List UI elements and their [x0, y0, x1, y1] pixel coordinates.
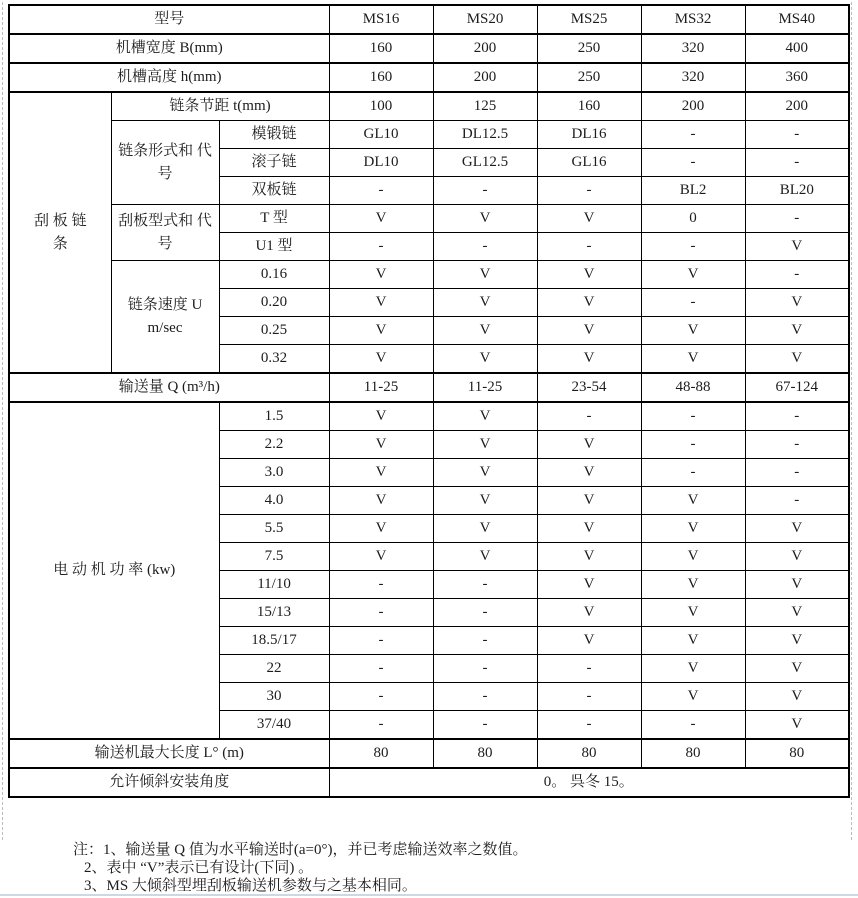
value-cell: V — [433, 515, 537, 543]
row-label-t-type: T 型 — [219, 205, 329, 233]
group-label-chain-form: 链条形式和 代号 — [111, 121, 219, 205]
value-cell: GL16 — [537, 149, 641, 177]
value-cell: V — [641, 543, 745, 571]
value-cell: - — [537, 402, 641, 431]
value-cell: V — [537, 261, 641, 289]
value-cell: V — [641, 261, 745, 289]
value-cell: GL10 — [329, 121, 433, 149]
value-cell: 80 — [537, 739, 641, 768]
value-cell: DL10 — [329, 149, 433, 177]
value-cell: V — [537, 599, 641, 627]
value-cell: - — [433, 571, 537, 599]
value-cell: V — [745, 711, 849, 740]
value-cell: V — [745, 515, 849, 543]
row-label-max-length: 输送机最大长度 L° (m) — [9, 739, 329, 768]
value-cell: 360 — [745, 63, 849, 92]
row-label-capacity: 输送量 Q (m³/h) — [9, 373, 329, 402]
value-cell: 100 — [329, 92, 433, 121]
value-cell: V — [537, 459, 641, 487]
tilt-angle-value: 0。 呉冬 15。 — [329, 768, 849, 797]
value-cell: V — [745, 317, 849, 345]
page-bottom-edge — [0, 894, 858, 896]
value-cell: - — [745, 487, 849, 515]
value-cell: - — [537, 177, 641, 205]
value-cell: V — [641, 571, 745, 599]
value-cell: 0 — [641, 205, 745, 233]
value-cell: 160 — [329, 63, 433, 92]
row-label-model: 型号 — [9, 5, 329, 34]
value-cell: 125 — [433, 92, 537, 121]
value-cell: - — [745, 121, 849, 149]
row-label-u1-type: U1 型 — [219, 233, 329, 261]
value-cell: V — [329, 402, 433, 431]
value-cell: - — [433, 599, 537, 627]
row-label-power-7-5: 7.5 — [219, 543, 329, 571]
value-cell: V — [745, 345, 849, 374]
value-cell: V — [641, 683, 745, 711]
row-label-roller-chain: 滚子链 — [219, 149, 329, 177]
value-cell: 160 — [329, 34, 433, 63]
row-label-chain-pitch: 链条节距 t(mm) — [111, 92, 329, 121]
value-cell: - — [329, 627, 433, 655]
col-header-model: MS40 — [745, 5, 849, 34]
value-cell: V — [641, 345, 745, 374]
value-cell: - — [433, 655, 537, 683]
row-label-power-15-13: 15/13 — [219, 599, 329, 627]
value-cell: - — [641, 459, 745, 487]
row-label-speed-020: 0.20 — [219, 289, 329, 317]
footnotes — [73, 841, 527, 895]
value-cell: V — [537, 205, 641, 233]
value-cell: - — [641, 149, 745, 177]
value-cell: 250 — [537, 63, 641, 92]
value-cell: - — [329, 711, 433, 740]
value-cell: V — [745, 683, 849, 711]
group-label-motor-power: 电 动 机 功 率 (kw) — [9, 402, 219, 739]
value-cell: - — [329, 655, 433, 683]
group-label-scraper-chain — [9, 92, 111, 373]
col-header-model: MS16 — [329, 5, 433, 34]
value-cell: 320 — [641, 34, 745, 63]
row-label-power-1-5: 1.5 — [219, 402, 329, 431]
value-cell: - — [433, 711, 537, 740]
row-label-speed-032: 0.32 — [219, 345, 329, 374]
row-label-power-11-10: 11/10 — [219, 571, 329, 599]
value-cell: GL12.5 — [433, 149, 537, 177]
row-label-power-22: 22 — [219, 655, 329, 683]
col-header-model: MS20 — [433, 5, 537, 34]
row-label-tilt-angle: 允许倾斜安装角度 — [9, 768, 329, 797]
value-cell: V — [329, 317, 433, 345]
value-cell: V — [641, 487, 745, 515]
row-label-forged-chain: 模锻链 — [219, 121, 329, 149]
value-cell: V — [433, 205, 537, 233]
row-label-power-5-5: 5.5 — [219, 515, 329, 543]
value-cell: 11-25 — [433, 373, 537, 402]
value-cell: V — [433, 543, 537, 571]
value-cell: - — [537, 683, 641, 711]
value-cell: V — [537, 543, 641, 571]
value-cell: - — [329, 599, 433, 627]
row-label-power-18-5-17: 18.5/17 — [219, 627, 329, 655]
value-cell: V — [641, 317, 745, 345]
value-cell: - — [641, 711, 745, 740]
value-cell: BL20 — [745, 177, 849, 205]
value-cell: 80 — [745, 739, 849, 768]
row-label-power-4-0: 4.0 — [219, 487, 329, 515]
value-cell: - — [329, 233, 433, 261]
value-cell: - — [641, 402, 745, 431]
value-cell: - — [329, 683, 433, 711]
value-cell: V — [329, 205, 433, 233]
value-cell: V — [641, 627, 745, 655]
value-cell: V — [433, 261, 537, 289]
value-cell: V — [537, 571, 641, 599]
value-cell: DL12.5 — [433, 121, 537, 149]
value-cell: - — [433, 177, 537, 205]
value-cell: 23-54 — [537, 373, 641, 402]
value-cell: - — [433, 233, 537, 261]
value-cell: V — [433, 431, 537, 459]
value-cell: - — [641, 289, 745, 317]
value-cell: - — [745, 261, 849, 289]
value-cell: 250 — [537, 34, 641, 63]
value-cell: - — [433, 683, 537, 711]
value-cell: - — [745, 431, 849, 459]
value-cell: - — [745, 205, 849, 233]
value-cell: V — [537, 317, 641, 345]
value-cell: V — [433, 459, 537, 487]
value-cell: V — [745, 627, 849, 655]
value-cell: 80 — [641, 739, 745, 768]
value-cell: - — [537, 233, 641, 261]
value-cell: V — [329, 515, 433, 543]
page-boundary-right — [851, 2, 852, 840]
value-cell: V — [537, 515, 641, 543]
value-cell: - — [537, 711, 641, 740]
value-cell: V — [745, 289, 849, 317]
value-cell: V — [433, 487, 537, 515]
value-cell: V — [329, 431, 433, 459]
value-cell: DL16 — [537, 121, 641, 149]
value-cell: - — [329, 571, 433, 599]
value-cell: 200 — [433, 34, 537, 63]
value-cell: 320 — [641, 63, 745, 92]
spec-table — [8, 4, 850, 798]
value-cell: V — [537, 431, 641, 459]
row-label-power-2-2: 2.2 — [219, 431, 329, 459]
value-cell: V — [745, 599, 849, 627]
value-cell: 400 — [745, 34, 849, 63]
value-cell: 200 — [433, 63, 537, 92]
value-cell: 80 — [329, 739, 433, 768]
group-label-scraper-chain-text: 刮 板 链 条 — [33, 212, 87, 252]
row-label-speed-025: 0.25 — [219, 317, 329, 345]
footnote-3: 3、MS 大倾斜型埋刮板输送机参数与之基本相同。 — [84, 878, 417, 894]
value-cell: - — [537, 655, 641, 683]
row-label-power-30: 30 — [219, 683, 329, 711]
row-label-speed-016: 0.16 — [219, 261, 329, 289]
value-cell: 200 — [641, 92, 745, 121]
value-cell: 80 — [433, 739, 537, 768]
row-label-power-3-0: 3.0 — [219, 459, 329, 487]
page-boundary-left — [2, 2, 3, 840]
value-cell: 200 — [745, 92, 849, 121]
value-cell: 48-88 — [641, 373, 745, 402]
value-cell: V — [329, 261, 433, 289]
row-label-trough-width: 机槽宽度 B(mm) — [9, 34, 329, 63]
col-header-model: MS32 — [641, 5, 745, 34]
value-cell: - — [641, 121, 745, 149]
value-cell: V — [641, 599, 745, 627]
group-label-scraper-type: 刮板型式和 代号 — [111, 205, 219, 261]
value-cell: V — [329, 487, 433, 515]
value-cell: V — [745, 655, 849, 683]
footnote-2: 2、表中 “V”表示已有设计(下同) 。 — [84, 860, 314, 876]
value-cell: - — [745, 402, 849, 431]
value-cell: 160 — [537, 92, 641, 121]
value-cell: BL2 — [641, 177, 745, 205]
value-cell: V — [641, 515, 745, 543]
row-label-power-37-40: 37/40 — [219, 711, 329, 740]
footnote-1: 注：1、输送量 Q 值为水平输送时(a=0°)，并已考虑输送效率之数值。 — [73, 842, 528, 858]
value-cell: V — [537, 627, 641, 655]
value-cell: V — [329, 345, 433, 374]
value-cell: V — [433, 402, 537, 431]
row-label-double-plate-chain: 双板链 — [219, 177, 329, 205]
value-cell: - — [641, 233, 745, 261]
value-cell: - — [745, 149, 849, 177]
value-cell: V — [537, 487, 641, 515]
value-cell: V — [329, 543, 433, 571]
value-cell: - — [433, 627, 537, 655]
value-cell: - — [329, 177, 433, 205]
value-cell: V — [433, 289, 537, 317]
value-cell: 67-124 — [745, 373, 849, 402]
value-cell: V — [641, 655, 745, 683]
value-cell: V — [745, 543, 849, 571]
value-cell: V — [329, 459, 433, 487]
value-cell: V — [537, 289, 641, 317]
value-cell: - — [745, 459, 849, 487]
value-cell: V — [537, 345, 641, 374]
value-cell: V — [745, 233, 849, 261]
row-label-trough-height: 机槽高度 h(mm) — [9, 63, 329, 92]
col-header-model: MS25 — [537, 5, 641, 34]
value-cell: V — [433, 317, 537, 345]
value-cell: V — [329, 289, 433, 317]
value-cell: 11-25 — [329, 373, 433, 402]
value-cell: V — [433, 345, 537, 374]
value-cell: V — [745, 571, 849, 599]
group-label-chain-speed: 链条速度 U m/sec — [111, 261, 219, 374]
value-cell: - — [641, 431, 745, 459]
